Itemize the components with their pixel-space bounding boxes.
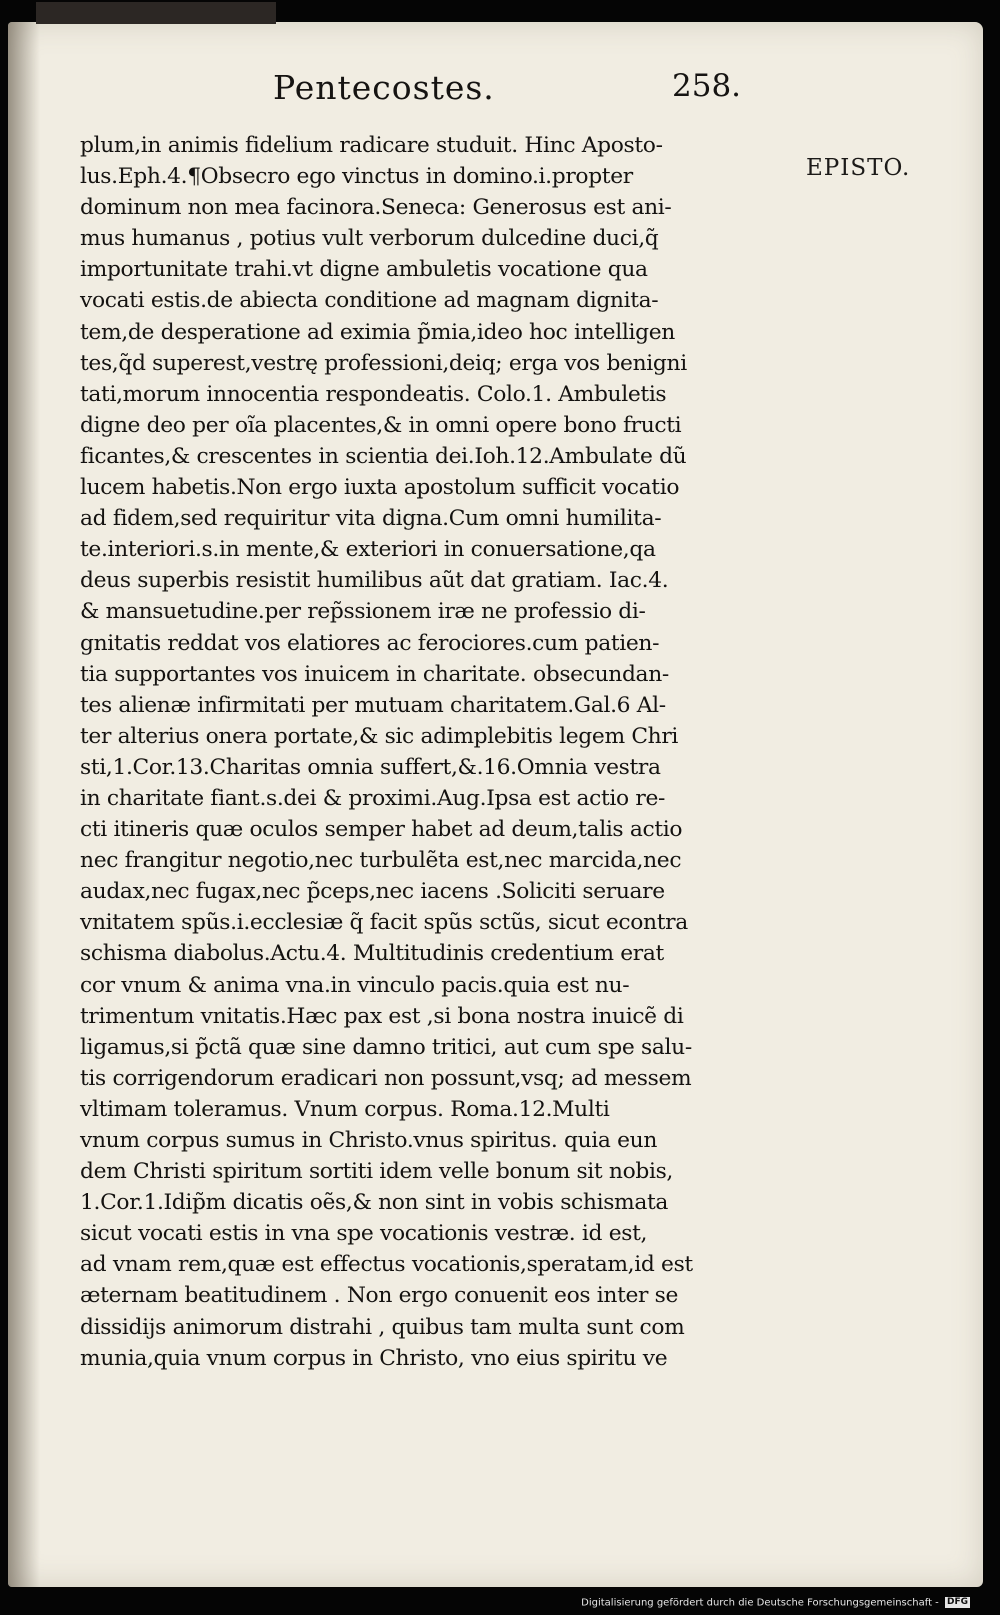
text-line: deus superbis resistit humilibus aũt dat gratiam. Iac.4. [80,568,669,594]
text-line: ficantes,& crescentes in scientia dei.Ioh.12.Ambulate dũ [80,443,687,469]
gutter-shadow [8,22,40,1587]
footer-text: Digitalisierung gefördert durch die Deutsche Forschungsgemeinschaft - [581,1597,939,1609]
page-number: 258. [672,68,742,104]
text-line: te.interiori.s.in mente,& exteriori in conuersatione,qa [80,537,656,563]
body-text [80,130,780,1374]
text-line: lus.Eph.4.¶Obsecro ego vinctus in domino.i.propter [80,164,633,190]
text-line: schisma diabolus.Actu.4. Multitudinis credentium erat [80,941,664,967]
text-line: dominum non mea facinora.Seneca: Generosus est ani- [80,195,672,221]
text-line: munia,quia vnum corpus in Christo, vno eius spiritu ve [80,1345,668,1371]
text-line: vltimam toleramus. Vnum corpus. Roma.12.Multi [80,1096,610,1122]
margin-note: EPISTO. [806,155,911,181]
text-line: vnitatem spũs.i.ecclesiæ q̃ facit spũs sctũs, sicut econtra [80,910,688,936]
digitization-footer [581,1597,970,1609]
binding-strip [36,2,276,24]
text-line: tati,morum innocentia respondeatis. Colo.1. Ambuletis [80,381,667,407]
text-line: cti itineris quæ oculos semper habet ad deum,talis actio [80,817,683,843]
running-title: Pentecostes. [273,68,495,107]
text-line: trimentum vnitatis.Hæc pax est ,si bona nostra inuicẽ di [80,1003,684,1029]
text-line: tis corrigendorum eradicari non possunt,vsq; ad messem [80,1065,692,1091]
text-line: dissidijs animorum distrahi , quibus tam multa sunt com [80,1314,685,1340]
text-line: æternam beatitudinem . Non ergo conuenit eos inter se [80,1283,679,1309]
text-line: ligamus,si p̃ctã quæ sine damno tritici, aut cum spe salu- [80,1034,692,1060]
text-line: tia supportantes vos inuicem in charitate. obsecundan- [80,661,669,687]
text-line: & mansuetudine.per rep̃ssionem iræ ne professio di- [80,599,646,625]
text-line: digne deo per oĩa placentes,& in omni opere bono fructi [80,412,682,438]
text-line: tes,q̃d superest,vestrę professioni,deiq; erga vos benigni [80,350,687,376]
text-line: sicut vocati estis in vna spe vocationis vestræ. id est, [80,1221,648,1247]
text-line: importunitate trahi.vt digne ambuletis vocatione qua [80,257,648,283]
text-line: nec frangitur negotio,nec turbulẽta est,nec marcida,nec [80,848,682,874]
text-line: 1.Cor.1.Idip̃m dicatis oẽs,& non sint in vobis schismata [80,1190,669,1216]
text-line: gnitatis reddat vos elatiores ac ferociores.cum patien- [80,630,660,656]
text-line: ad fidem,sed requiritur vita digna.Cum omni humilita- [80,506,662,532]
text-line: lucem habetis.Non ergo iuxta apostolum sufficit vocatio [80,475,680,501]
text-line: in charitate fiant.s.dei & proximi.Aug.Ipsa est actio re- [80,785,666,811]
text-line: tes alienæ infirmitati per mutuam charitatem.Gal.6 Al- [80,692,666,718]
text-line: vocati estis.de abiecta conditione ad magnam dignita- [80,288,659,314]
dfg-logo: DFG [946,1597,968,1607]
text-line: dem Christi spiritum sortiti idem velle bonum sit nobis, [80,1159,674,1185]
text-line: sti,1.Cor.13.Charitas omnia suffert,&.16.Omnia vestra [80,754,661,780]
text-line: audax,nec fugax,nec p̃ceps,nec iacens .Soliciti seruare [80,879,665,905]
text-line: cor vnum & anima vna.in vinculo pacis.quia est nu- [80,972,630,998]
text-line: plum,in animis fidelium radicare studuit. Hinc Aposto- [80,133,663,158]
text-line: mus humanus , potius vult verborum dulcedine duci,q̃ [80,226,659,252]
text-line: ter alterius onera portate,& sic adimplebitis legem Chri [80,723,679,749]
text-line: tem,de desperatione ad eximia p̃mia,ideo hoc intelligen [80,319,675,345]
text-line: ad vnam rem,quæ est effectus vocationis,speratam,id est [80,1252,693,1278]
text-line: vnum corpus sumus in Christo.vnus spiritus. quia eun [80,1128,658,1153]
